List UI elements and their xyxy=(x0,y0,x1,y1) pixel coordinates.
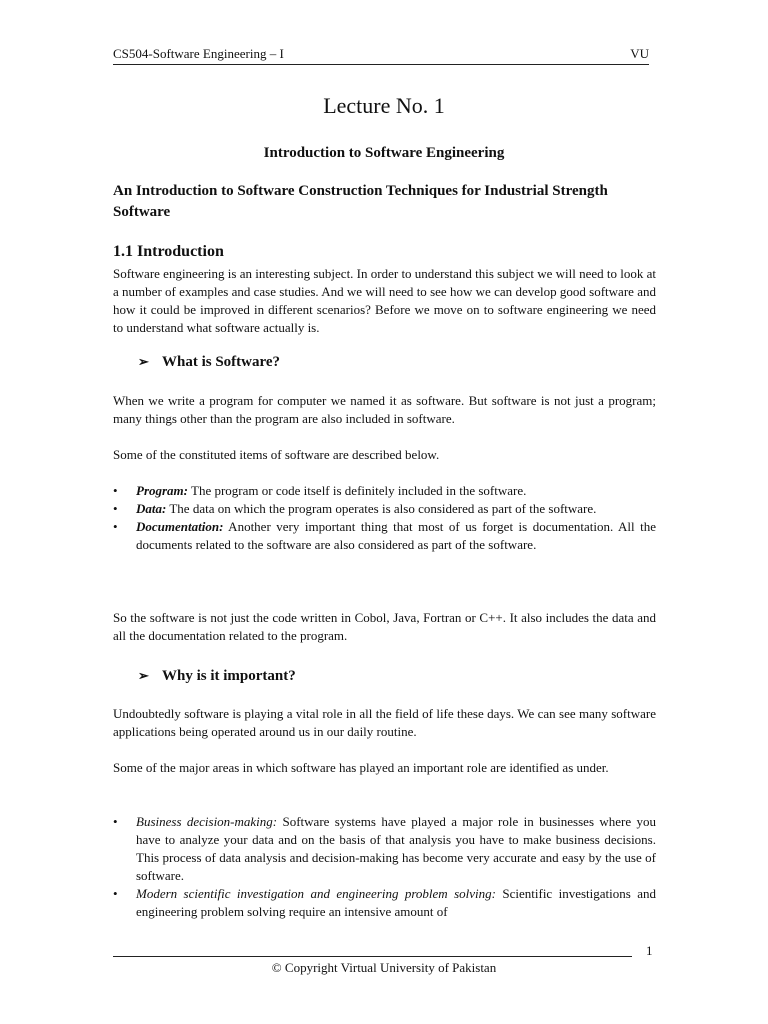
item-text: Scientific investigations and engineering problem solving require an intensive amount of xyxy=(136,886,656,919)
major-areas-paragraph: Some of the major areas in which software has played an important role are identified as under. xyxy=(113,760,609,775)
subheading-text: What is Software? xyxy=(162,354,281,370)
footer-divider xyxy=(113,956,632,957)
item-term: Data: xyxy=(136,501,167,516)
lecture-subtitle: Introduction to Software Engineering xyxy=(263,145,505,161)
list-item xyxy=(113,500,656,518)
course-title: CS504-Software Engineering – I xyxy=(113,46,284,61)
constituted-items-paragraph: Some of the constituted items of software are described below. xyxy=(113,447,440,462)
software-definition-paragraph: When we write a program for computer we named it as software. But software is not just a program; many things other than the program are also included in software. xyxy=(113,393,656,426)
arrow-bullet-icon: ➢ xyxy=(138,354,149,369)
item-text: Software systems have played a major role in businesses where you have to analyze your data and on the basis of that analysis you have to make business decisions. This process of data analysis and decision-making has become very accurate and easy by the use of software. xyxy=(136,814,656,883)
item-text: The data on which the program operates is also considered as part of the software. xyxy=(166,501,597,516)
section-heading: 1.1 Introduction xyxy=(113,243,224,260)
item-text: The program or code itself is definitely included in the software. xyxy=(188,483,527,498)
main-heading: An Introduction to Software Construction Techniques for Industrial Strength Software xyxy=(113,183,608,220)
importance-paragraph: Undoubtedly software is playing a vital role in all the field of life these days. We can see many software applications being operated around us in our daily routine. xyxy=(113,706,656,739)
list-item xyxy=(113,518,656,554)
intro-paragraph: Software engineering is an interesting subject. In order to understand this subject we will need to look at a number of examples and case studies. And we will need to see how we can develop good software and how it could be improved in different scenarios? Before we move on to software engineering we need to understand what software actually is. xyxy=(113,266,656,335)
bullet-icon: • xyxy=(113,519,118,534)
software-items-list xyxy=(113,482,656,554)
bullet-icon: • xyxy=(113,501,118,516)
item-term: Business decision-making: xyxy=(136,814,278,829)
institution-abbrev: VU xyxy=(630,46,649,61)
why-important-heading xyxy=(138,668,296,685)
item-term: Documentation: xyxy=(136,519,224,534)
lecture-title: Lecture No. 1 xyxy=(323,93,445,118)
item-text: Another very important thing that most of us forget is documentation. All the documents related to the software are also considered as part of the software. xyxy=(136,519,656,552)
subheading-text: Why is it important? xyxy=(162,668,296,684)
bullet-icon: • xyxy=(113,814,118,829)
list-item xyxy=(113,813,656,885)
page-header xyxy=(113,46,649,65)
item-term: Modern scientific investigation and engineering problem solving: xyxy=(136,886,496,901)
page-number: 1 xyxy=(646,943,653,958)
list-item xyxy=(113,482,656,500)
bullet-icon: • xyxy=(113,886,118,901)
arrow-bullet-icon: ➢ xyxy=(138,668,149,683)
software-summary-paragraph: So the software is not just the code written in Cobol, Java, Fortran or C++. It also includes the data and all the documentation related to the program. xyxy=(113,610,656,643)
item-term: Program: xyxy=(136,483,188,498)
major-areas-list xyxy=(113,813,656,921)
copyright-notice: © Copyright Virtual University of Pakistan xyxy=(271,960,497,975)
what-is-software-heading xyxy=(138,354,280,371)
list-item xyxy=(113,885,656,921)
bullet-icon: • xyxy=(113,483,118,498)
